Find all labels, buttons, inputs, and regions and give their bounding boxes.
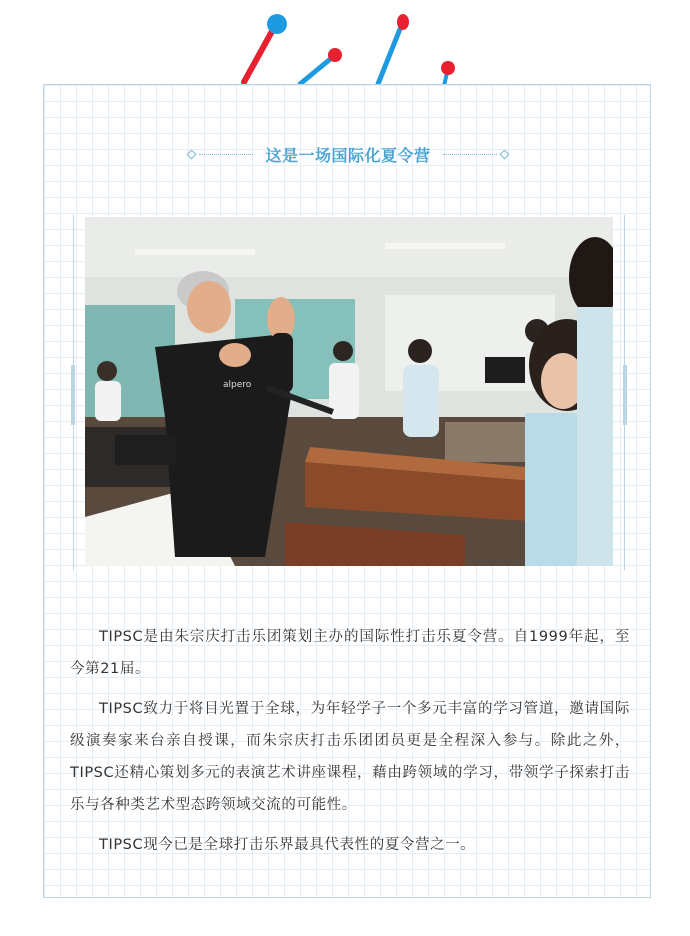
heading-ornament-right: [439, 151, 508, 158]
frame-tab-left: [71, 365, 75, 425]
photo-frame: [73, 215, 625, 570]
article-body: [70, 621, 630, 869]
heading-ornament-left: [188, 151, 257, 158]
shirt-logo: alpero: [223, 380, 252, 390]
photo-illustration: [85, 217, 613, 566]
diamond-icon: [187, 149, 197, 159]
diamond-icon: [499, 149, 509, 159]
class-photo: [85, 217, 613, 566]
mallet-blue-right: [378, 14, 409, 84]
paragraph-intro: TIPSC是由朱宗庆打击乐团策划主办的国际性打击乐夏令营。自1999年起，至今第21届。: [70, 629, 630, 677]
mallets-decoration: [0, 0, 690, 90]
mallet-red-right: [441, 61, 455, 86]
content-card: [43, 84, 651, 898]
frame-tab-right: [623, 365, 627, 425]
paragraph-summary: TIPSC现今已是全球打击乐界最具代表性的夏令营之一。: [99, 837, 476, 853]
section-heading: [44, 143, 652, 165]
dotted-line: [443, 154, 497, 155]
mallet-blue-middle: [300, 48, 342, 84]
section-title: 这是一场国际化夏令营: [265, 145, 431, 165]
dotted-line: [199, 154, 253, 155]
paragraph-mission: TIPSC致力于将目光置于全球，为年轻学子一个多元丰富的学习管道，邀请国际级演奏家来台亲自授课，而朱宗庆打击乐团团员更是全程深入参与。除此之外，TIPSC还精心策划多元的表演艺术讲座课程，藉由跨领域的学习，带领学子探索打击乐与各种类艺术型态跨领域交流的可能性。: [70, 701, 630, 813]
